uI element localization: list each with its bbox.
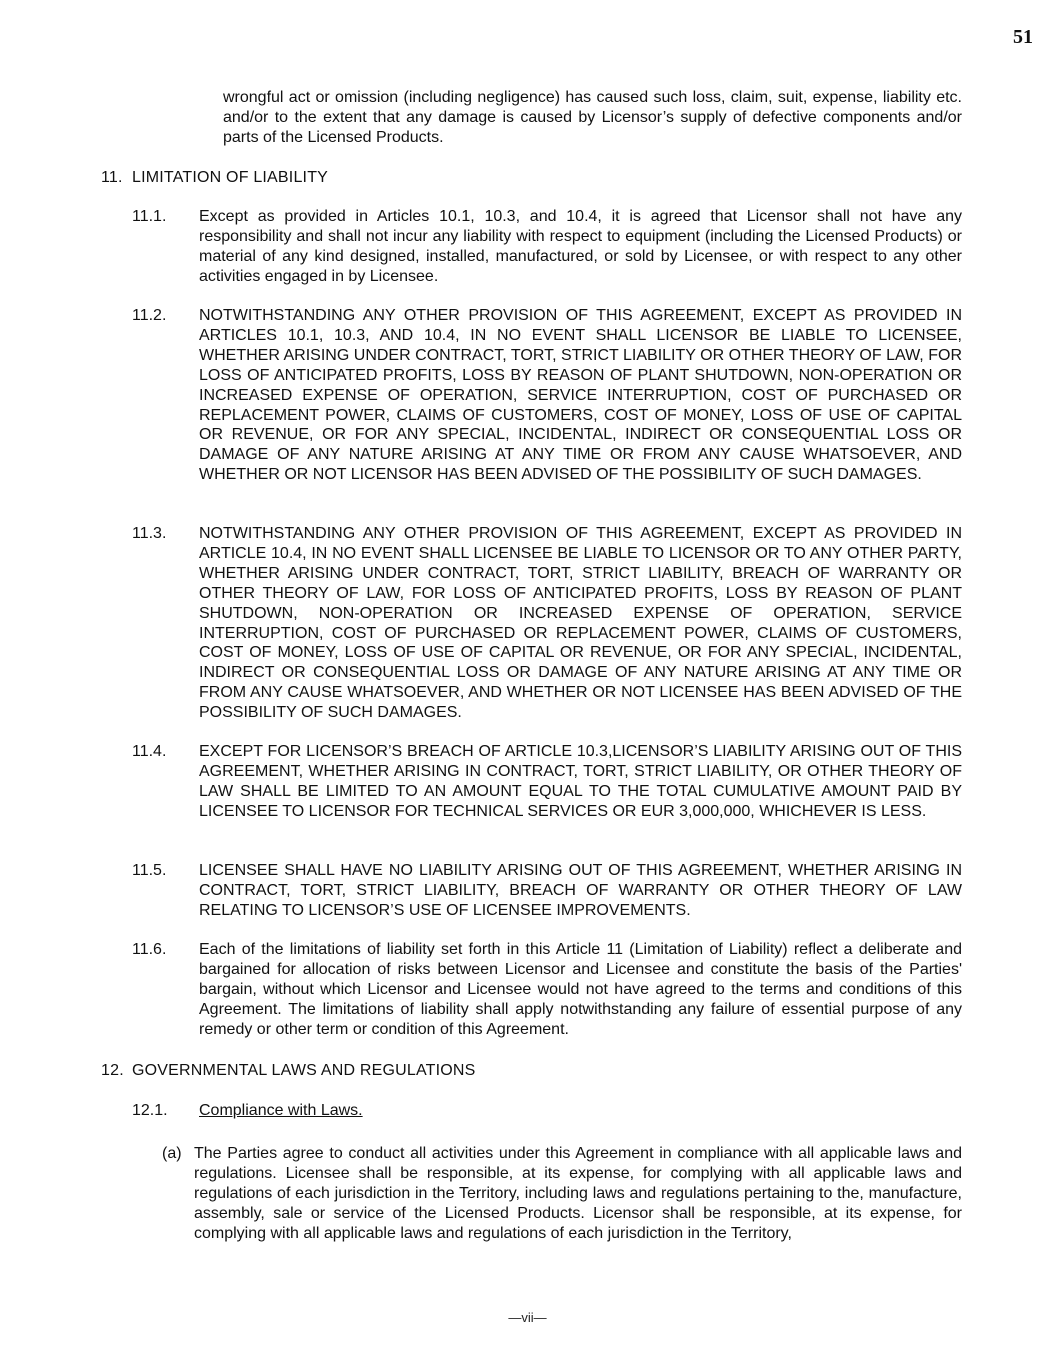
page-number: 51 xyxy=(1013,26,1033,48)
clause-12-1 xyxy=(132,1101,962,1121)
section-title: GOVERNMENTAL LAWS AND REGULATIONS xyxy=(132,1062,476,1079)
clause-11-1 xyxy=(132,207,962,287)
clause-11-6 xyxy=(132,940,962,1040)
clause-11-4 xyxy=(132,742,962,822)
page-footer: —vii— xyxy=(508,1310,547,1325)
clause-number: 11.3. xyxy=(132,525,167,542)
section-title: LIMITATION OF LIABILITY xyxy=(132,169,329,186)
section-11-heading xyxy=(101,168,328,188)
clause-11-3 xyxy=(132,524,962,723)
clause-text: NOTWITHSTANDING ANY OTHER PROVISION OF THIS AGREEMENT, EXCEPT AS PROVIDED IN ARTICLE 10.4, IN NO EVENT SHALL LICENSEE BE LIABLE TO LICENSOR OR TO ANY OTHER PARTY, WHETHER ARISING UNDER CONTRACT, TORT, STRICT LIABILITY, BREACH OF WARRANTY OR OTHER THEORY OF LAW, FOR LOSS OF ANTICIPATED PROFITS, LOSS BY REASON OF PLANT SHUTDOWN, NON-OPERATION OR INCREASED EXPENSE OF OPERATION, SERVICE INTERRUPTION, COST OF PURCHASED OR REPLACEMENT POWER, CLAIMS OF CUSTOMERS, COST OF MONEY, LOSS OF USE OF CAPITAL OR REVENUE, OR FOR ANY SPECIAL, INCIDENTAL, INDIRECT OR CONSEQUENTIAL LOSS OR DAMAGE OF ANY NATURE ARISING AT ANY TIME OR FROM ANY CAUSE WHATSOEVER, AND WHETHER OR NOT LICENSEE HAS BEEN ADVISED OF THE POSSIBILITY OF SUCH DAMAGES. xyxy=(199,525,962,722)
subclause-text: The Parties agree to conduct all activities under this Agreement in compliance with all applicable laws and regulations. Licensee shall be responsible, at its expense, for complying with all applicable laws and regulations of each jurisdiction in the Territory, including laws and regulations pertaining to the, manufacture, assembly, sale or service of the Licensed Products. Licensor shall be responsible, at its expense, for complying with all applicable laws and regulations of each jurisdiction in the Territory, xyxy=(194,1145,962,1242)
clause-text: LICENSEE SHALL HAVE NO LIABILITY ARISING OUT OF THIS AGREEMENT, WHETHER ARISING IN CONTRACT, TORT, STRICT LIABILITY, BREACH OF WARRANTY OR OTHER THEORY OF LAW RELATING TO LICENSOR’S USE OF LICENSEE IMPROVEMENTS. xyxy=(199,862,962,919)
clause-number: 11.5. xyxy=(132,862,167,879)
clause-number: 11.1. xyxy=(132,208,167,225)
section-number: 11. xyxy=(101,169,123,186)
clause-11-2 xyxy=(132,306,962,485)
clause-text: Each of the limitations of liability set forth in this Article 11 (Limitation of Liability) reflect a deliberate and bargained for allocation of risks between Licensor and Licensee and constitute the basis of the Parties' bargain, without which Licensor and Licensee would not have agreed to the terms and conditions of this Agreement. The limitations of liability shall apply notwithstanding any failure of essential purpose of any remedy or other term or condition of this Agreement. xyxy=(199,941,962,1038)
clause-number: 12.1. xyxy=(132,1102,168,1119)
clause-text: Except as provided in Articles 10.1, 10.3, and 10.4, it is agreed that Licensor shall not have any responsibility and shall not incur any liability with respect to equipment (including the Licensed Products) or material of any kind designed, installed, manufactured, or sold by Licensee, or with respect to any other activities engaged in by Licensee. xyxy=(199,208,962,285)
clause-number: 11.2. xyxy=(132,307,167,324)
subclause-a xyxy=(162,1144,962,1244)
clause-number: 11.6. xyxy=(132,941,167,958)
section-number: 12. xyxy=(101,1062,124,1079)
clause-text: EXCEPT FOR LICENSOR’S BREACH OF ARTICLE 10.3,LICENSOR’S LIABILITY ARISING OUT OF THIS AGREEMENT, WHETHER ARISING IN CONTRACT, TORT, STRICT LIABILITY, OR OTHER THEORY OF LAW SHALL BE LIMITED TO AN AMOUNT EQUAL TO THE TOTAL CUMULATIVE AMOUNT PAID BY LICENSEE TO LICENSOR FOR TECHNICAL SERVICES OR EUR 3,000,000, WHICHEVER IS LESS. xyxy=(199,743,962,820)
subclause-label: (a) xyxy=(162,1145,182,1162)
clause-number: 11.4. xyxy=(132,743,167,760)
clause-title: Compliance with Laws. xyxy=(199,1102,363,1119)
continuation-text: wrongful act or omission (including negligence) has caused such loss, claim, suit, expense, liability etc. and/or to the extent that any damage is caused by Licensor’s supply of defective components and/or parts of the Licensed Products. xyxy=(223,89,962,146)
clause-11-5 xyxy=(132,861,962,921)
section-12-heading xyxy=(101,1061,476,1081)
clause-text: NOTWITHSTANDING ANY OTHER PROVISION OF THIS AGREEMENT, EXCEPT AS PROVIDED IN ARTICLES 10.1, 10.3, AND 10.4, IN NO EVENT SHALL LICENSOR BE LIABLE TO LICENSEE, WHETHER ARISING UNDER CONTRACT, TORT, STRICT LIABILITY OR OTHER THEORY OF LAW, FOR LOSS OF ANTICIPATED PROFITS, LOSS BY REASON OF PLANT SHUTDOWN, NON-OPERATION OR INCREASED EXPENSE OF OPERATION, SERVICE INTERRUPTION, COST OF PURCHASED OR REPLACEMENT POWER, CLAIMS OF CUSTOMERS, COST OF MONEY, LOSS OF USE OF CAPITAL OR REVENUE, OR FOR ANY SPECIAL, INCIDENTAL, INDIRECT OR CONSEQUENTIAL LOSS OR DAMAGE OF ANY NATURE ARISING AT ANY TIME OR FROM ANY CAUSE WHATSOEVER, AND WHETHER OR NOT LICENSOR HAS BEEN ADVISED OF THE POSSIBILITY OF SUCH DAMAGES. xyxy=(199,307,962,484)
continuation-paragraph xyxy=(223,88,962,148)
